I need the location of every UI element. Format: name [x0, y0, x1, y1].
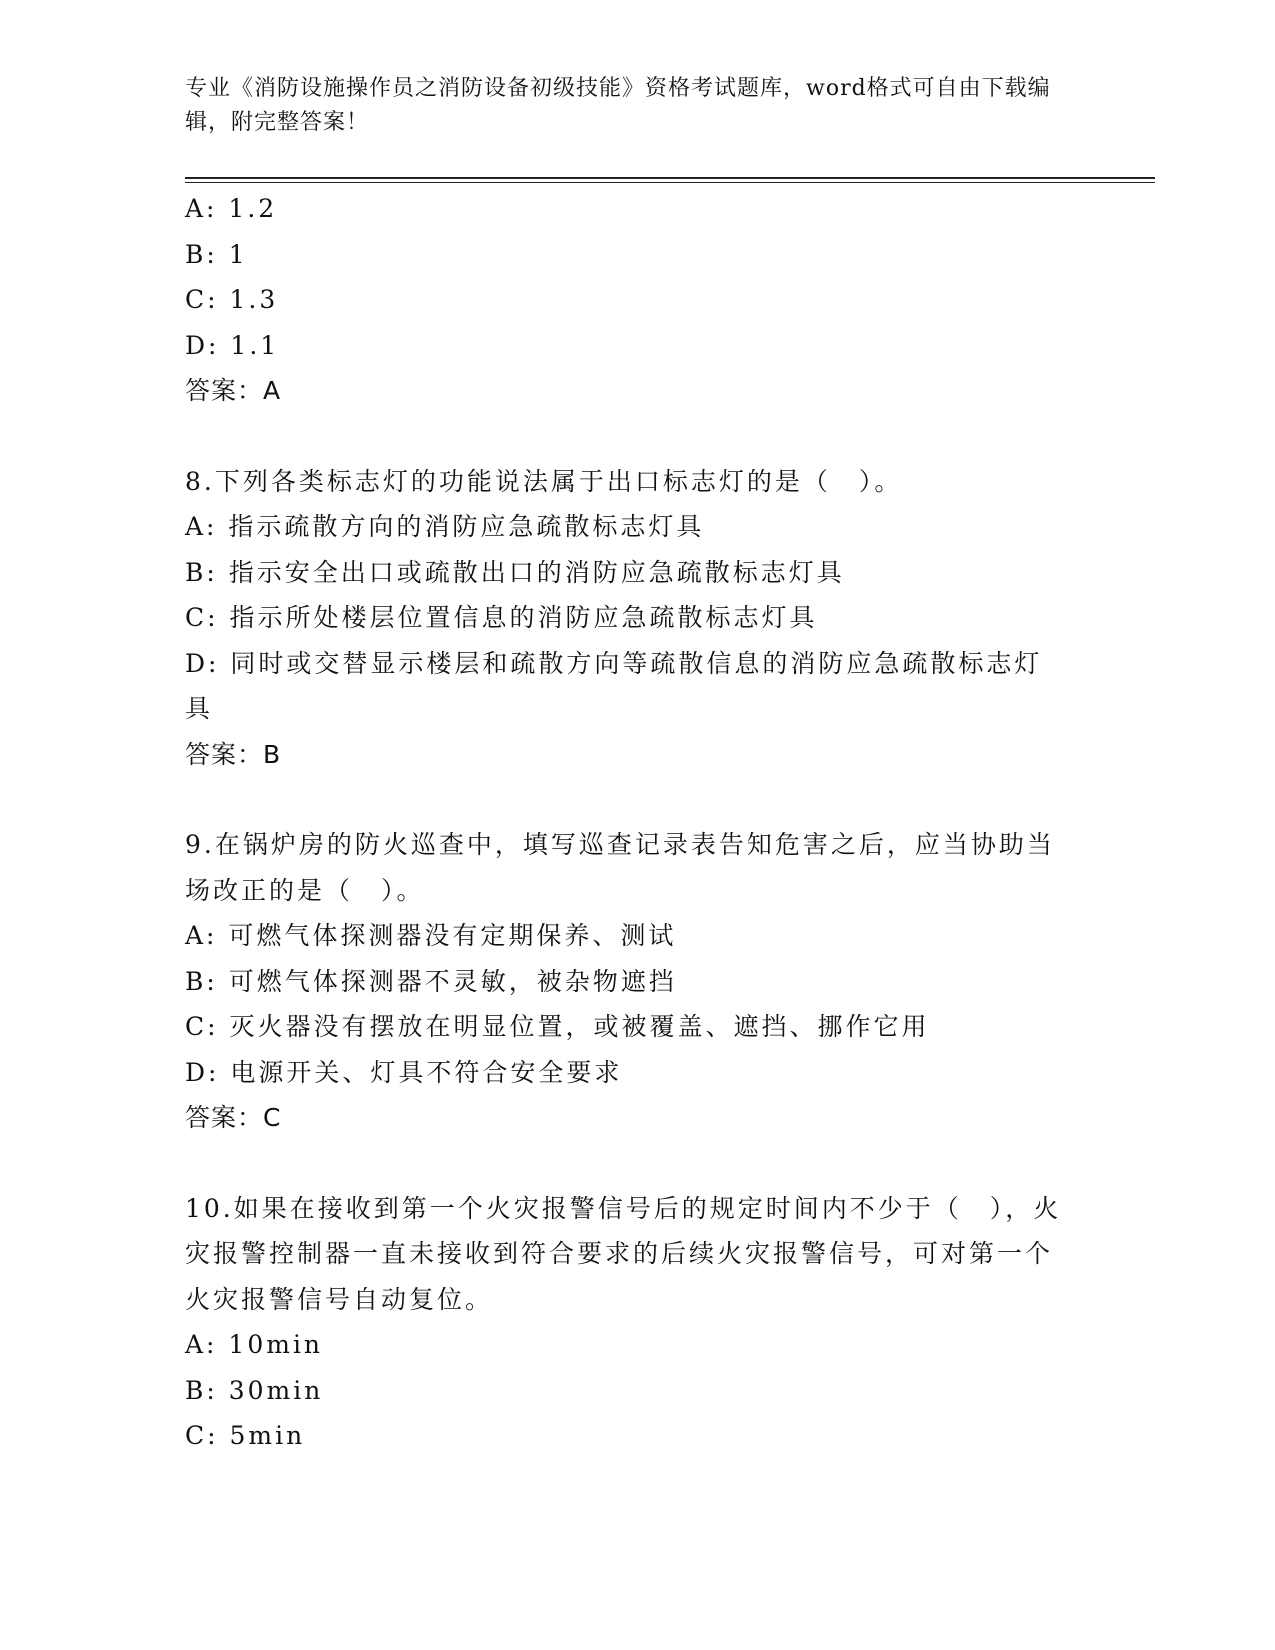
document-header: 专业《消防设施操作员之消防设备初级技能》资格考试题库，word格式可自由下载编辑，附完整答案！ [185, 76, 1051, 135]
option-b: B: 指示安全出口或疏散出口的消防应急疏散标志灯具 [185, 557, 845, 587]
answer-line: 答案：B [185, 739, 282, 769]
option-d: D: 1.1 [185, 330, 280, 360]
option-d: D: 同时或交替显示楼层和疏散方向等疏散信息的消防应急疏散标志灯具 [185, 648, 1043, 723]
header-rule-thick [185, 177, 1155, 179]
option-d: D: 电源开关、灯具不符合安全要求 [185, 1057, 623, 1087]
option-a: A: 1.2 [185, 194, 278, 223]
question-content [185, 186, 1065, 1459]
spacer [185, 414, 1065, 459]
option-c: C: 灭火器没有摆放在明显位置，或被覆盖、遮挡、挪作它用 [185, 1012, 930, 1041]
question-8 [185, 459, 1065, 778]
question-stem: 10.如果在接收到第一个火灾报警信号后的规定时间内不少于（ ），火灾报警控制器一直未接收到符合要求的后续火灾报警信号，可对第一个火灾报警信号自动复位。 [185, 1193, 1062, 1314]
option-c: C: 1.3 [185, 285, 279, 314]
option-b: B: 30min [185, 1375, 324, 1405]
option-b: B: 1 [185, 239, 248, 269]
spacer [185, 777, 1065, 822]
option-a: A: 可燃气体探测器没有定期保养、测试 [185, 921, 677, 950]
spacer [185, 1141, 1065, 1186]
header-rule-thin [185, 182, 1155, 183]
option-b: B: 可燃气体探测器不灵敏，被杂物遮挡 [185, 966, 677, 996]
option-a: A: 指示疏散方向的消防应急疏散标志灯具 [185, 512, 705, 541]
option-a: A: 10min [185, 1330, 324, 1359]
question-9 [185, 822, 1065, 1141]
question-stem: 8.下列各类标志灯的功能说法属于出口标志灯的是（ ）。 [185, 466, 903, 496]
question-stem: 9.在锅炉房的防火巡查中，填写巡查记录表告知危害之后，应当协助当场改正的是（ ）。 [185, 830, 1055, 905]
option-c: C: 5min [185, 1421, 306, 1450]
answer-line: 答案：C [185, 1103, 282, 1132]
answer-line: 答案：A [185, 376, 282, 405]
question-10 [185, 1186, 1065, 1459]
previous-question [185, 186, 1065, 414]
option-c: C: 指示所处楼层位置信息的消防应急疏散标志灯具 [185, 603, 818, 632]
